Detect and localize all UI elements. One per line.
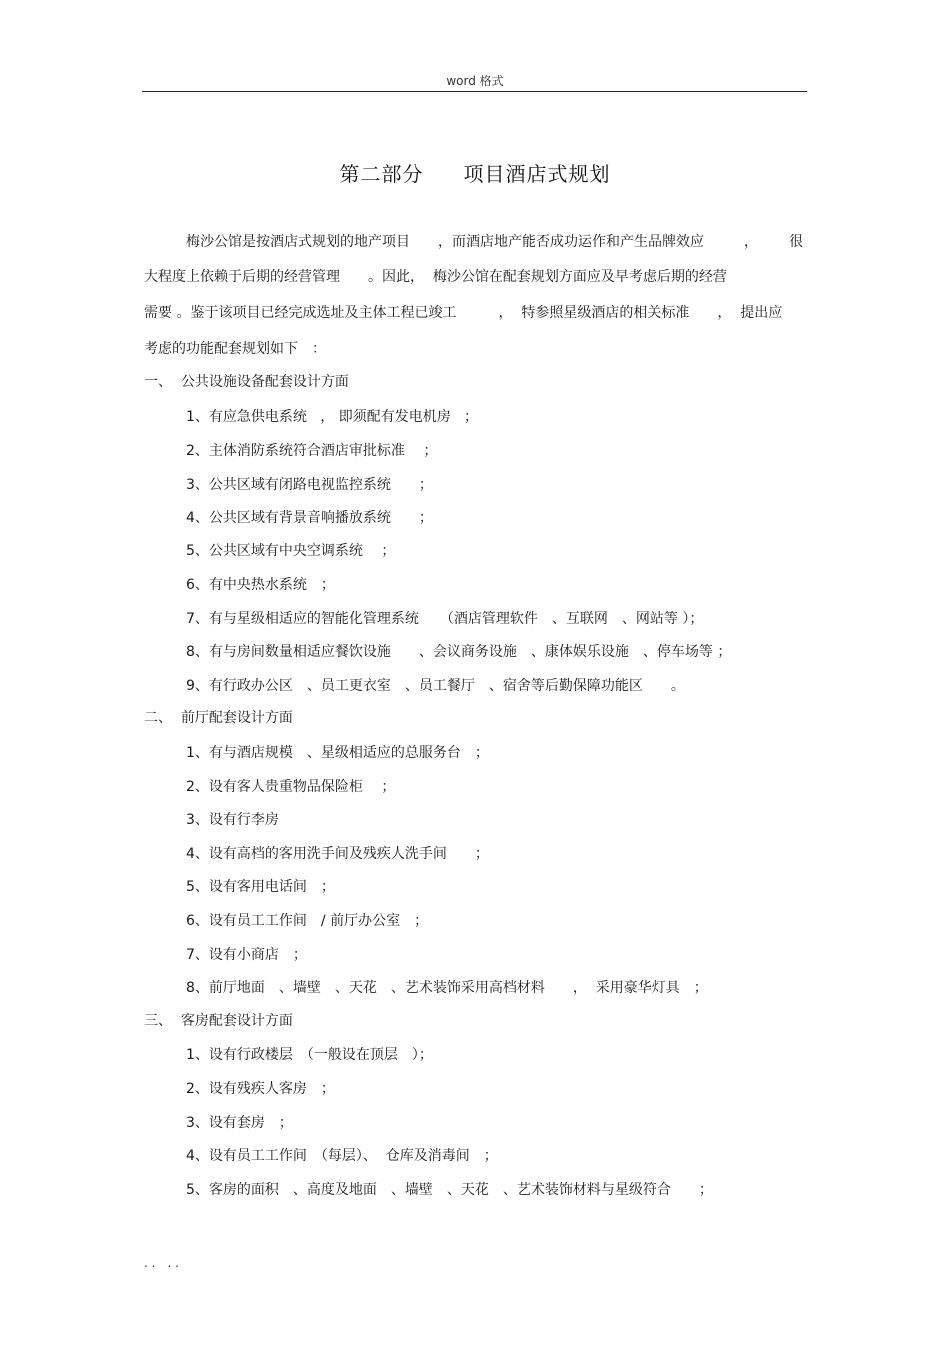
list-item: 2、设有客人贵重物品保险柜 ； <box>186 779 396 795</box>
list-item: 8、前厅地面 、墙壁 、天花 、艺术装饰采用高档材料 ， 采用豪华灯具 ； <box>186 980 708 996</box>
title-part-2: 项目酒店式规划 <box>463 162 611 186</box>
list-item: 1、有与酒店规模 、星级相适应的总服务台 ； <box>186 745 489 761</box>
list-item: 1、设有行政楼层 （一般设在顶层 ）； <box>186 1047 433 1063</box>
intro-line-1-comma: ， <box>744 234 758 250</box>
intro-line-4: 考虑的功能配套规划如下 ： <box>144 341 326 357</box>
list-item: 8、有与房间数量相适应餐饮设施 、会议商务设施 、康体娱乐设施 、停车场等 ； <box>186 644 732 660</box>
list-item: 9、有行政办公区 、员工更衣室 、员工餐厅 、宿舍等后勤保障功能区 。 <box>186 678 685 694</box>
list-item: 3、公共区域有闭路电视监控系统 ； <box>186 477 433 493</box>
intro-line-1-end: 很 <box>789 234 803 250</box>
list-item: 5、设有客用电话间 ； <box>186 879 335 895</box>
list-item: 5、客房的面积 、高度及地面 、墙壁 、天花 、艺术装饰材料与星级符合 ； <box>186 1182 713 1198</box>
section-heading-3: 三、 客房配套设计方面 <box>144 1013 293 1029</box>
intro-line-1: 梅沙公馆是按酒店式规划的地产项目 ，而酒店地产能否成功运作和产生品牌效应 <box>186 234 704 250</box>
footer-dots: . . . . <box>144 1256 179 1270</box>
list-item: 1、有应急供电系统 ， 即须配有发电机房 ； <box>186 409 479 425</box>
title-part-1: 第二部分 <box>339 162 424 186</box>
list-item: 7、有与星级相适应的智能化管理系统 （酒店管理软件 、互联网 、网站等 ）； <box>186 611 704 627</box>
list-item: 7、设有小商店 ； <box>186 947 307 963</box>
list-item: 4、公共区域有背景音响播放系统 ； <box>186 510 433 526</box>
list-item: 3、设有套房 ； <box>186 1115 293 1131</box>
list-item: 4、设有员工工作间 （每层）、 仓库及消毒间 ； <box>186 1148 498 1164</box>
header-rule <box>142 91 807 92</box>
list-item: 2、主体消防系统符合酒店审批标准 ； <box>186 443 438 459</box>
section-heading-1: 一、 公共设施设备配套设计方面 <box>144 374 349 390</box>
list-item: 6、设有员工工作间 / 前厅办公室 ； <box>186 913 429 929</box>
section-heading-2: 二、 前厅配套设计方面 <box>144 710 293 726</box>
intro-line-2: 大程度上依赖于后期的经营管理 。因此， 梅沙公馆在配套规划方面应及早考虑后期的经营 <box>144 269 727 285</box>
list-item: 3、设有行李房 <box>186 812 279 828</box>
header-text: word 格式 <box>446 74 504 88</box>
list-item: 2、设有残疾人客房 ； <box>186 1081 335 1097</box>
page-title <box>0 158 950 187</box>
list-item: 6、有中央热水系统 ； <box>186 577 335 593</box>
list-item: 4、设有高档的客用洗手间及残疾人洗手间 ； <box>186 846 489 862</box>
list-item: 5、公共区域有中央空调系统 ； <box>186 543 396 559</box>
intro-line-3: 需要 。鉴于该项目已经完成选址及主体工程已竣工 ， 特参照星级酒店的相关标准 ， 提出应 <box>144 305 783 321</box>
